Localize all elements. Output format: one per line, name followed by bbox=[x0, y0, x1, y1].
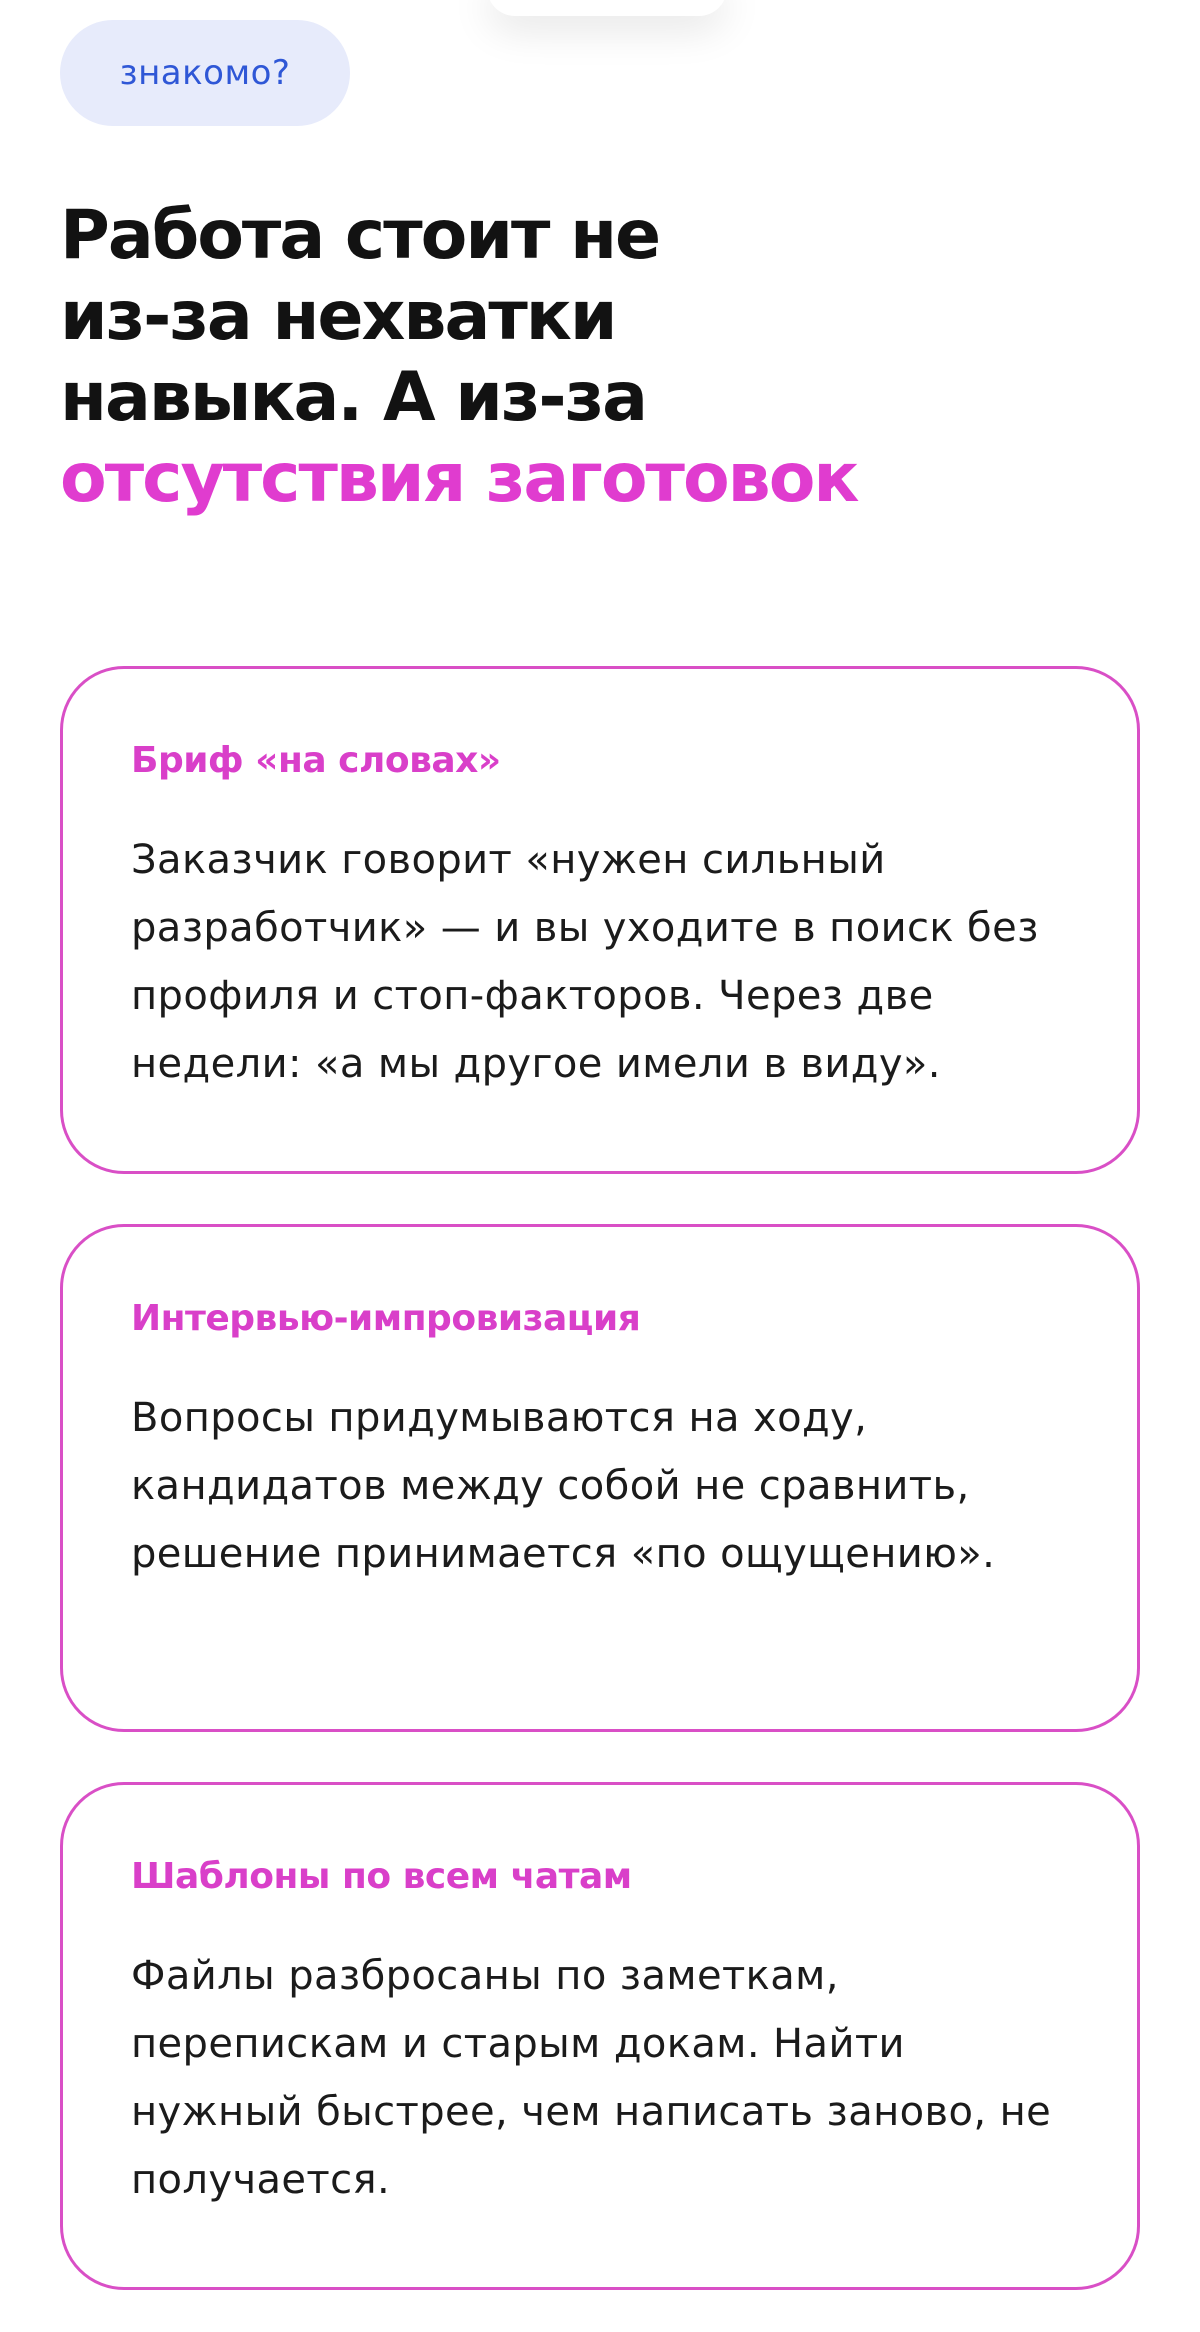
top-tab-shape bbox=[487, 0, 727, 16]
card-text: Вопросы придумываются на ходу, кандидатов между собой не сравнить, решение принимается «по ощущению». bbox=[131, 1395, 996, 1577]
section-badge: знакомо? bbox=[60, 20, 350, 126]
headline-line-3: навыка. А из-за bbox=[60, 358, 647, 437]
card-title: Бриф «на словах» bbox=[131, 740, 501, 781]
page-headline bbox=[60, 195, 1060, 519]
headline-line-1: Работа стоит не bbox=[60, 196, 660, 275]
card-text: Заказчик говорит «нужен сильный разработчик» — и вы уходите в поиск без профиля и стоп-факторов. Через две недели: «а мы другое имели в виду». bbox=[131, 837, 1039, 1087]
card-text: Файлы разбросаны по заметкам, перепискам и старым докам. Найти нужный быстрее, чем написать заново, не получается. bbox=[131, 1953, 1052, 2203]
headline-line-2: из-за нехватки bbox=[60, 277, 616, 356]
card-title: Интервью-импровизация bbox=[131, 1298, 641, 1339]
problem-card-brief bbox=[60, 666, 1140, 1174]
problem-card-interview bbox=[60, 1224, 1140, 1732]
problem-card-templates bbox=[60, 1782, 1140, 2290]
card-title: Шаблоны по всем чатам bbox=[131, 1856, 632, 1897]
headline-accent: отсутствия заготовок bbox=[60, 439, 858, 518]
